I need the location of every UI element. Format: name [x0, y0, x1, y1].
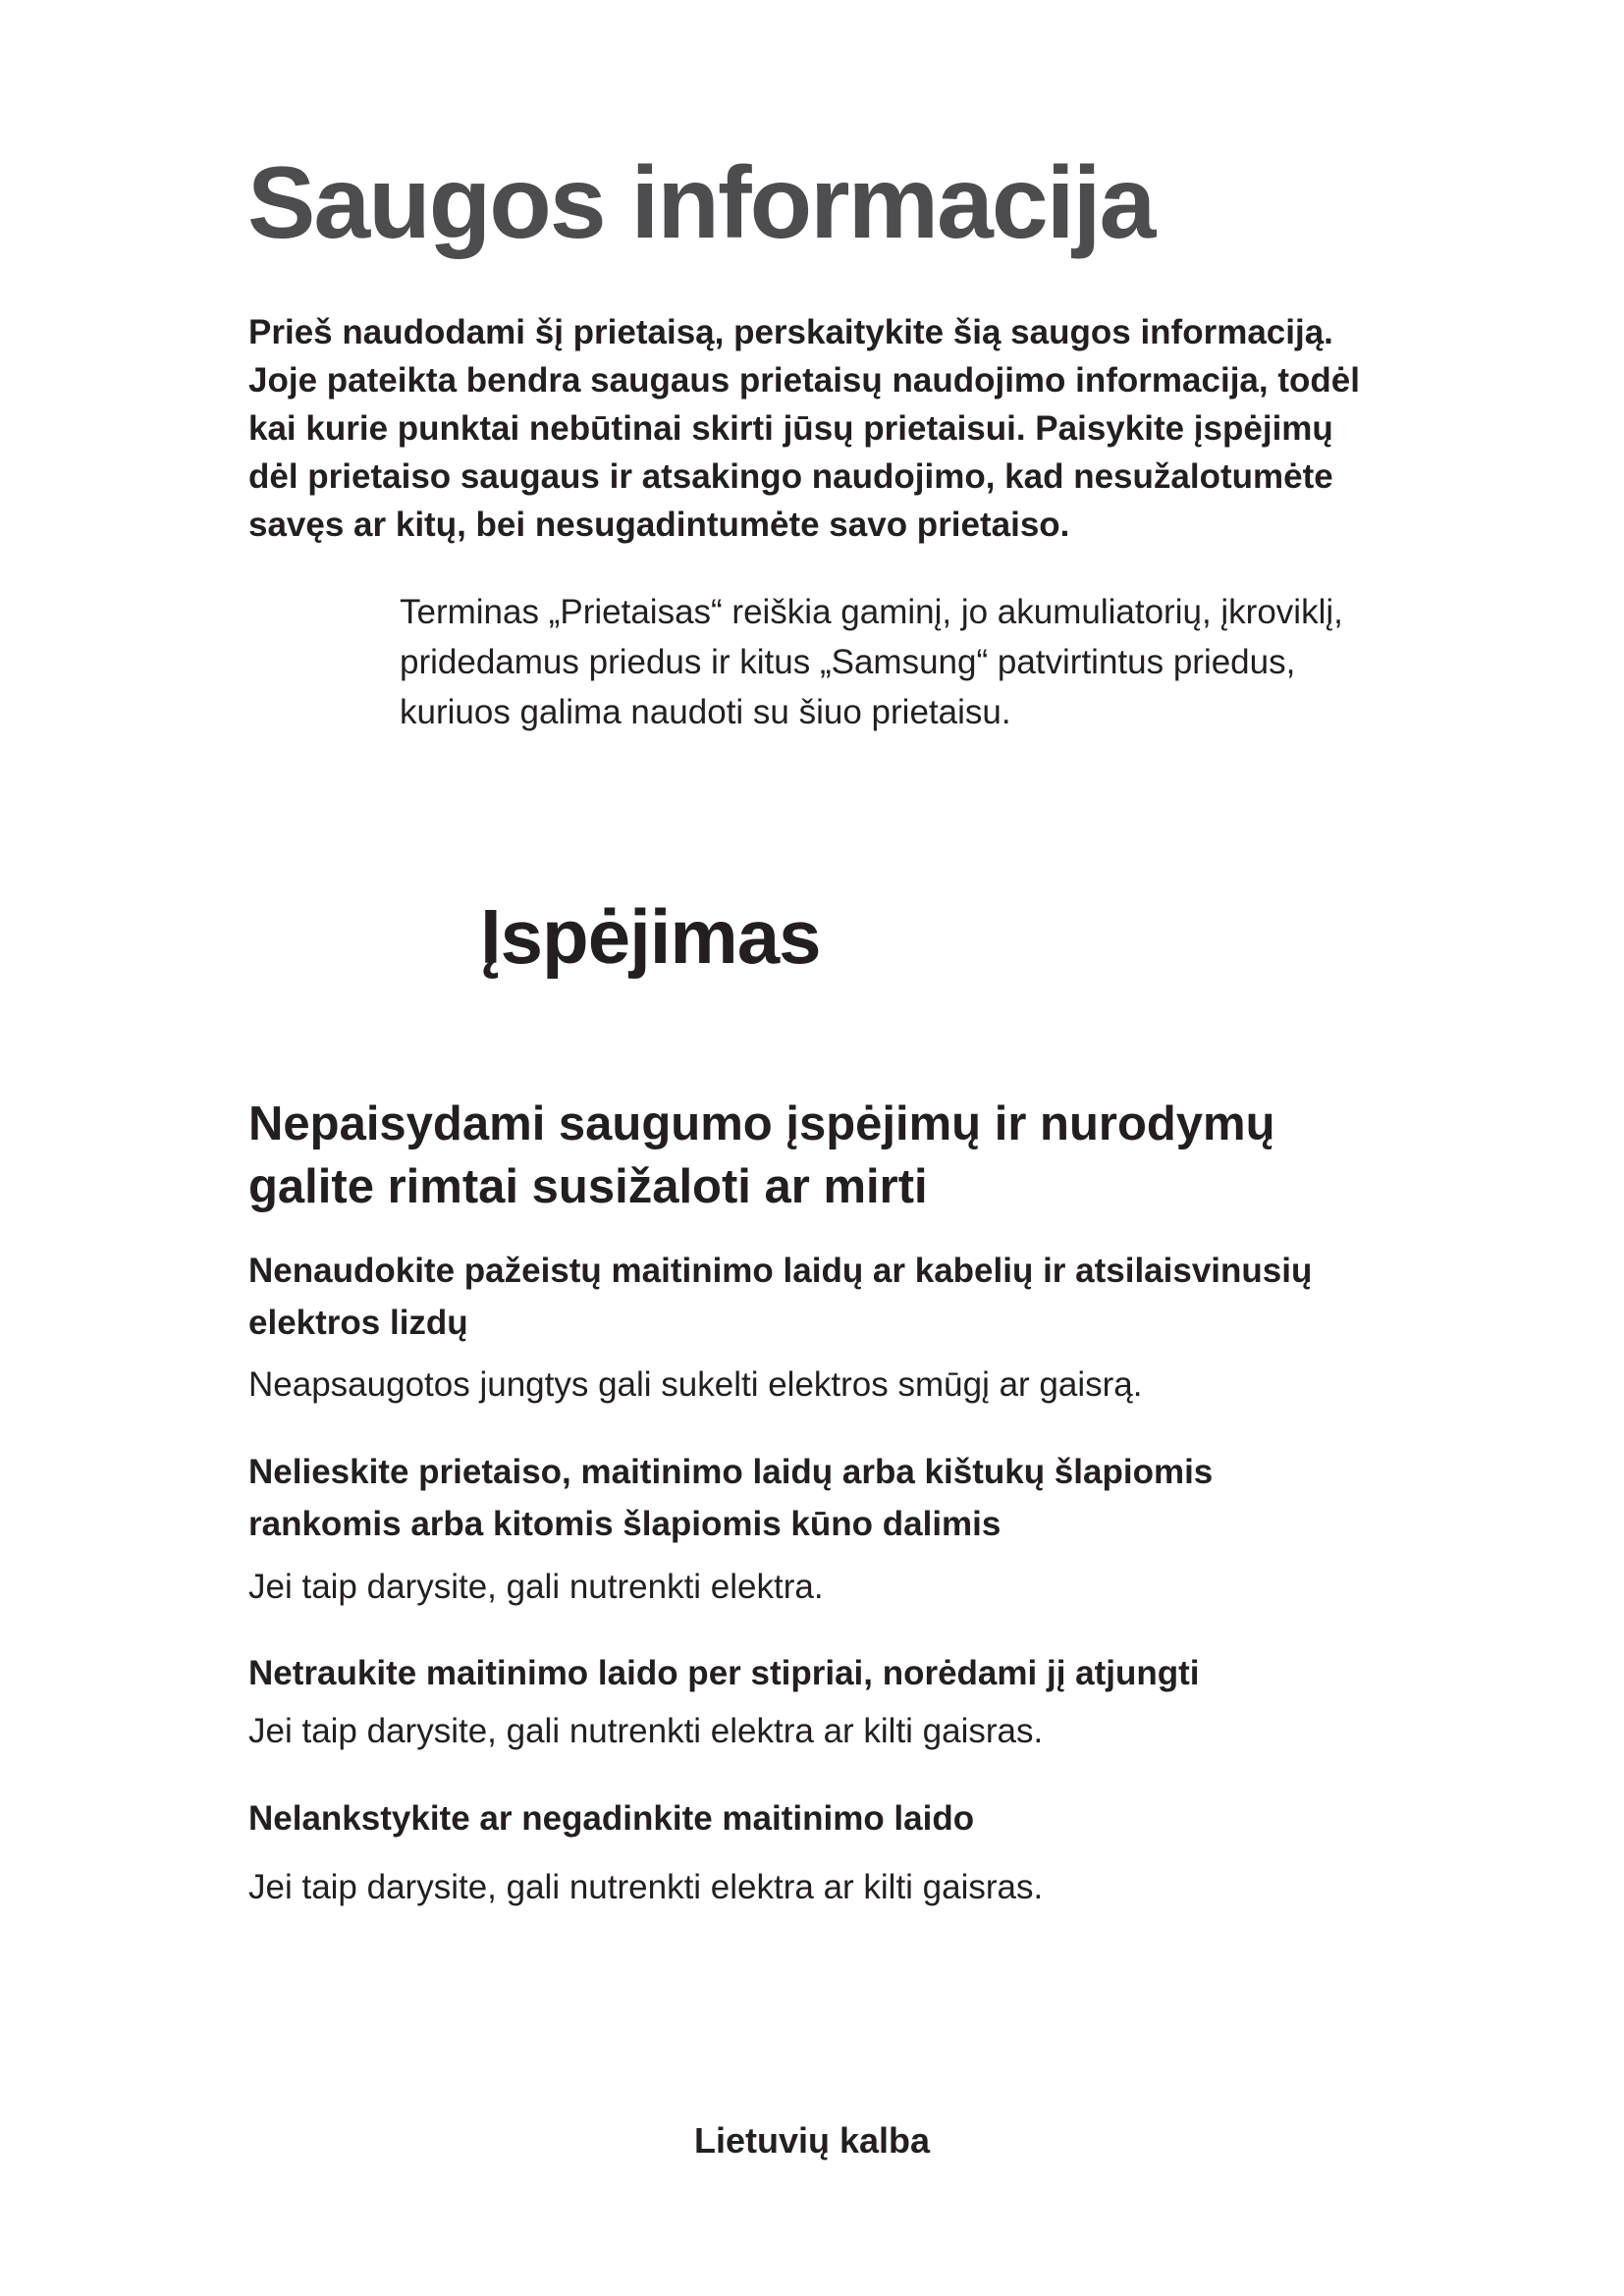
warning-item-description: Neapsaugotos jungtys gali sukelti elektros smūgį ar gaisrą. — [248, 1365, 1143, 1404]
definition-line: kuriuos galima naudoti su šiuo prietaisu. — [400, 693, 1011, 731]
intro-line: savęs ar kitų, bei nesugadintumėte savo prietaiso. — [248, 506, 1070, 544]
warning-heading — [248, 1093, 1427, 1218]
page-title: Saugos informacija — [247, 146, 1155, 260]
warning-item-title-line: Netraukite maitinimo laido per stipriai, norėdami jį atjungti — [248, 1654, 1200, 1692]
definition-paragraph — [400, 587, 1431, 737]
warning-item-description: Jei taip darysite, gali nutrenkti elektra. — [248, 1568, 824, 1606]
intro-line: Prieš naudodami šį prietaisą, perskaitykite šią saugos informaciją. — [248, 313, 1333, 351]
warning-item-title — [248, 1647, 1427, 1699]
footer-language: Lietuvių kalba — [693, 2120, 931, 2161]
warning-item-description: Jei taip darysite, gali nutrenkti elektra ar kilti gaisras. — [248, 1868, 1044, 1906]
warning-item-description: Jei taip darysite, gali nutrenkti elektra ar kilti gaisras. — [248, 1712, 1044, 1750]
warning-item-title-line: elektros lizdų — [248, 1304, 468, 1342]
warning-item-title — [248, 1245, 1427, 1349]
warning-item-title — [248, 1446, 1427, 1550]
warning-item-title-line: Nenaudokite pažeistų maitinimo laidų ar kabelių ir atsilaisvinusių — [248, 1252, 1313, 1290]
intro-line: dėl prietaiso saugaus ir atsakingo naudojimo, kad nesužalotumėte — [248, 457, 1333, 496]
warning-item-title-line: rankomis arba kitomis šlapiomis kūno dalimis — [248, 1505, 1001, 1543]
intro-paragraph — [248, 308, 1427, 549]
warning-heading-line: galite rimtai susižaloti ar mirti — [248, 1160, 928, 1213]
warning-heading-line: Nepaisydami saugumo įspėjimų ir nurodymų — [248, 1097, 1275, 1150]
definition-line: pridedamus priedus ir kitus „Samsung“ patvirtintus priedus, — [400, 643, 1296, 681]
warning-title: Įspėjimas — [480, 893, 821, 980]
intro-line: kai kurie punktai nebūtinai skirti jūsų prietaisui. Paisykite įspėjimų — [248, 409, 1333, 448]
warning-item-title-line: Nelieskite prietaiso, maitinimo laidų arba kištukų šlapiomis — [248, 1453, 1214, 1491]
intro-line: Joje pateikta bendra saugaus prietaisų naudojimo informacija, todėl — [248, 361, 1360, 400]
definition-line: Terminas „Prietaisas“ reiškia gaminį, jo akumuliatorių, įkroviklį, — [400, 593, 1343, 631]
warning-item-title — [248, 1792, 1427, 1844]
warning-item-title-line: Nelankstykite ar negadinkite maitinimo laido — [248, 1799, 975, 1838]
